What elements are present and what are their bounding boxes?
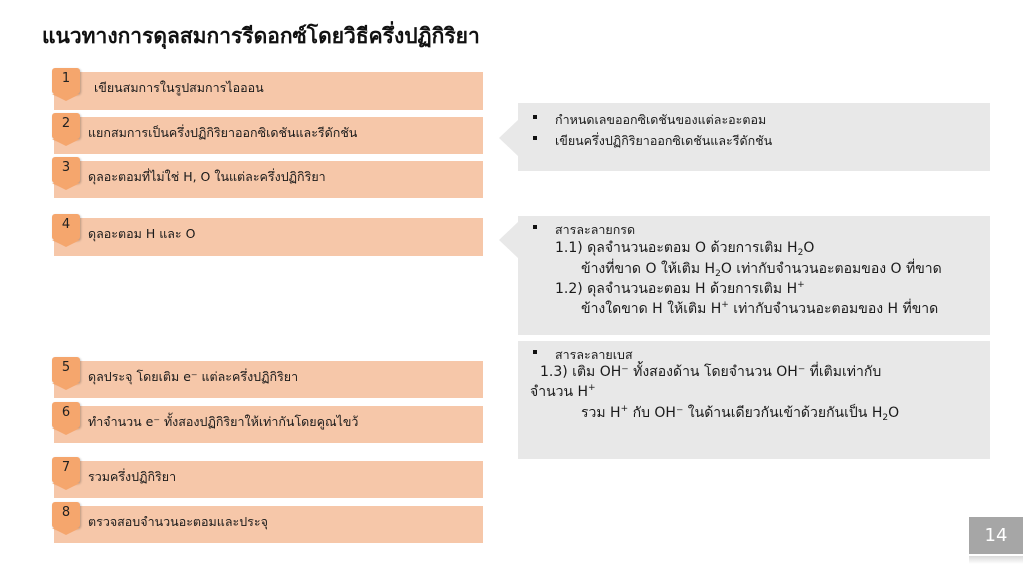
step-1 bbox=[54, 72, 483, 110]
panel-heading: สารละลายเบส bbox=[555, 345, 633, 365]
callout-arrow bbox=[499, 221, 519, 259]
panel-acid bbox=[518, 216, 990, 335]
base-line-1: 1.3) เติม OH⁻ ทั้งสองด้าน โดยจำนวน OH⁻ ที่เติมเท่ากับ bbox=[540, 364, 882, 380]
step-text: แยกสมการเป็นครึ่งปฏิกิริยาออกซิเดชันและรีดักชัน bbox=[88, 125, 358, 140]
step-badge: 5 bbox=[52, 357, 80, 383]
acid-line-4: ข้างใดขาด H ให้เติม H+ เท่ากับจำนวนอะตอมของ H ที่ขาด bbox=[581, 300, 939, 317]
step-badge: 6 bbox=[52, 402, 80, 428]
acid-line-2: ข้างที่ขาด O ให้เติม $H_2O$ เท่ากับจำนวนอะตอมของ O ที่ขาด bbox=[581, 261, 942, 279]
acid-line-3: 1.2) ดุลจำนวนอะตอม H ด้วยการเติม H+ bbox=[555, 280, 805, 297]
step-badge: 7 bbox=[52, 457, 80, 483]
step-text: ดุลอะตอมที่ไม่ใช่ H, O ในแต่ละครึ่งปฏิกิริยา bbox=[88, 169, 326, 184]
step-text: รวมครึ่งปฏิกิริยา bbox=[88, 469, 177, 484]
step-8 bbox=[54, 506, 483, 543]
page-title: แนวทางการดุลสมการรีดอกซ์โดยวิธีครึ่งปฏิกิริยา bbox=[42, 24, 480, 48]
base-line-2: จำนวน H+ bbox=[530, 383, 596, 400]
callout-arrow bbox=[499, 119, 519, 157]
step-7 bbox=[54, 461, 483, 498]
step-badge: 3 bbox=[52, 157, 80, 183]
step-text: เขียนสมการในรูปสมการไอออน bbox=[94, 80, 264, 95]
step-text: ดุลประจุ โดยเติม e⁻ แต่ละครึ่งปฏิกิริยา bbox=[88, 369, 299, 384]
bullet-item: เขียนครึ่งปฏิกิริยาออกซิเดชันและรีดักชัน bbox=[555, 131, 772, 151]
page-number-shadow bbox=[969, 556, 1023, 564]
step-badge: 4 bbox=[52, 214, 80, 240]
panel-heading: สารละลายกรด bbox=[555, 220, 635, 240]
step-badge: 8 bbox=[52, 502, 80, 528]
step-3 bbox=[54, 161, 483, 198]
step-5 bbox=[54, 361, 483, 398]
step-2 bbox=[54, 117, 483, 154]
step-text: ดุลอะตอม H และ O bbox=[88, 226, 196, 241]
step-4 bbox=[54, 218, 483, 256]
base-line-3: รวม H+ กับ OH⁻ ในด้านเดียวกันเข้าด้วยกันเป็น $H_2O$ bbox=[581, 404, 900, 423]
panel-base bbox=[518, 341, 990, 459]
step-6 bbox=[54, 406, 483, 443]
step-text: ทำจำนวน e⁻ ทั้งสองปฏิกิริยาให้เท่ากันโดยคูณไขว้ bbox=[88, 414, 359, 429]
page-number: 14 bbox=[969, 517, 1023, 554]
step-text: ตรวจสอบจำนวนอะตอมและประจุ bbox=[88, 514, 268, 529]
bullet-item: กำหนดเลขออกซิเดชันของแต่ละอะตอม bbox=[555, 110, 766, 130]
acid-line-1: 1.1) ดุลจำนวนอะตอม O ด้วยการเติม $H_2O$ bbox=[555, 240, 815, 258]
step-badge: 2 bbox=[52, 113, 80, 139]
panel-step2 bbox=[518, 103, 990, 171]
step-badge: 1 bbox=[52, 68, 80, 94]
